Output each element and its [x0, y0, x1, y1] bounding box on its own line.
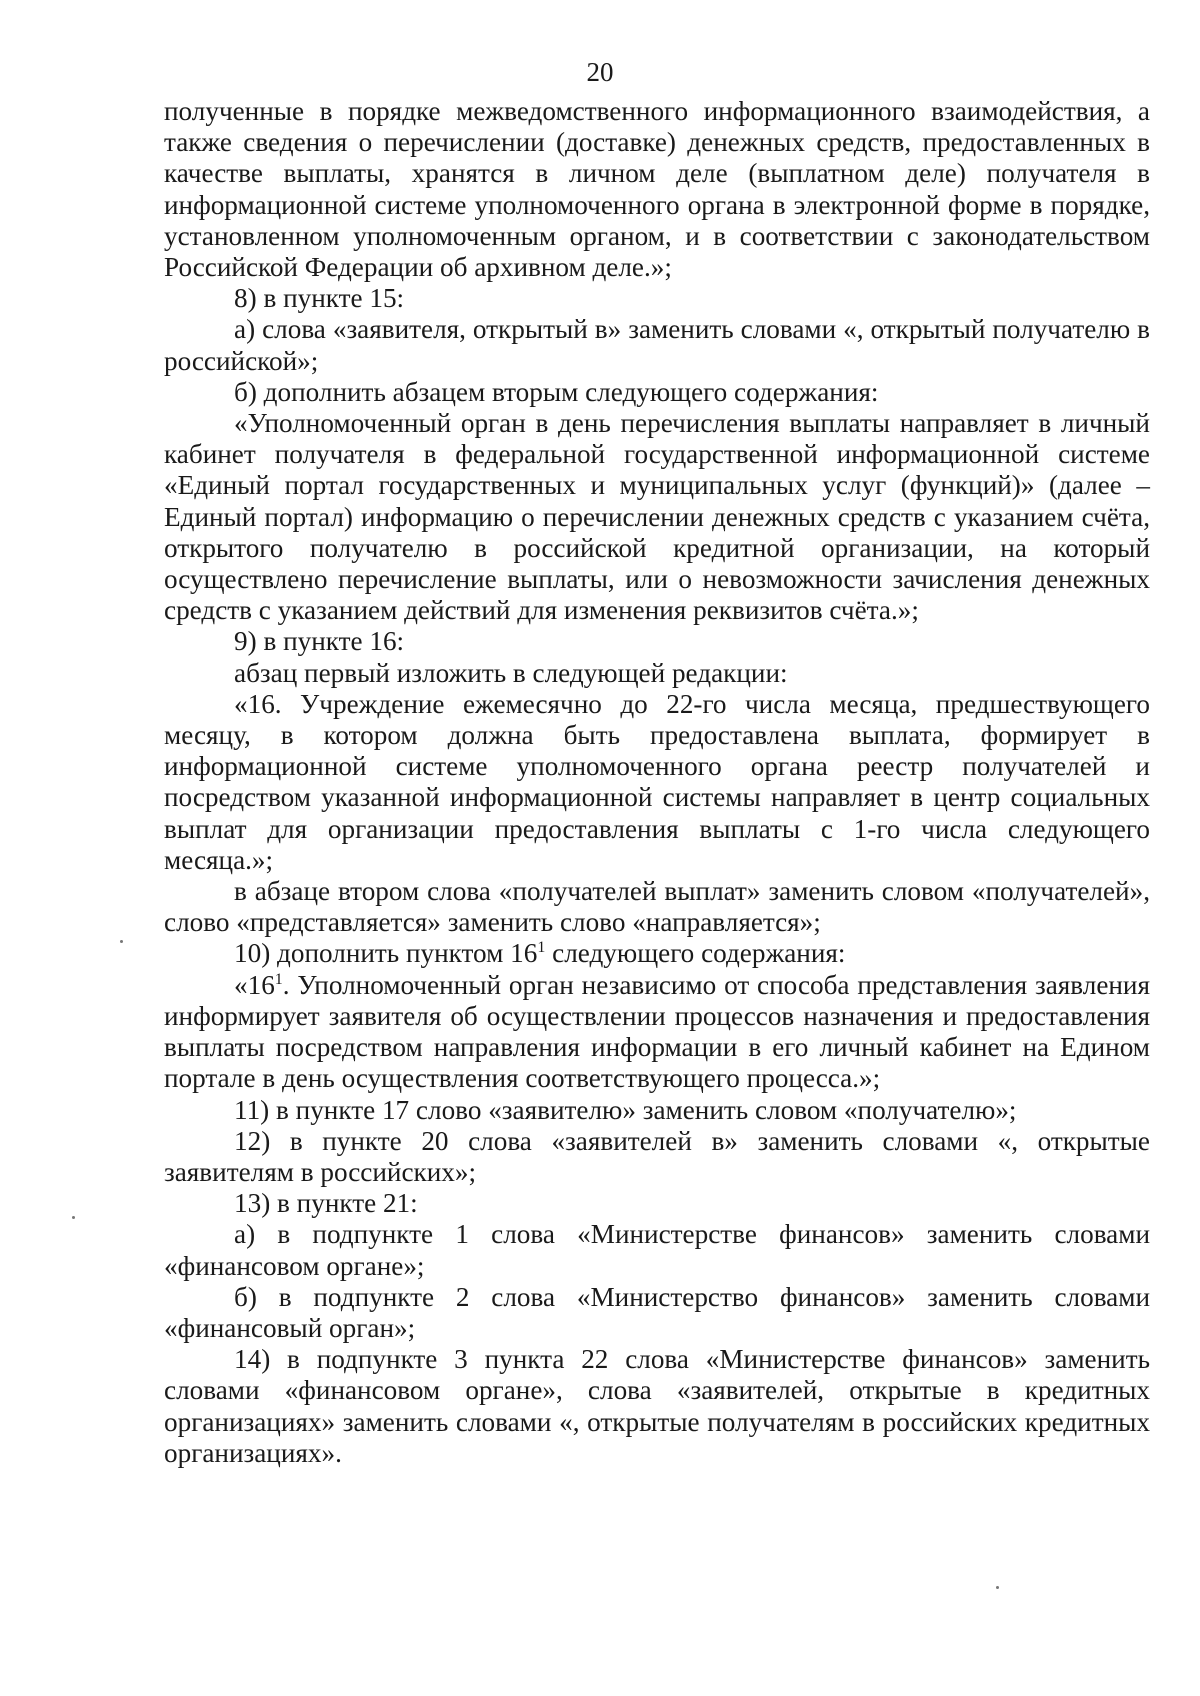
paragraph-item-10-text-end: следующего содержания: — [545, 938, 846, 969]
superscript: 1 — [537, 939, 546, 957]
document-body — [164, 96, 1150, 1469]
paragraph-item-8: 8) в пункте 15: — [234, 283, 405, 314]
paragraph-item-10 — [164, 938, 1150, 969]
paragraph-quote-portal: «Уполномоченный орган в день перечисления выплаты направляет в личный кабинет получателя в федеральной государственной информационной системе «Единый портал государственных и муниципальных услуг (функций)» (далее – Единый портал) информацию о перечислении денежных средств с указанием счёта, открытого получателю в российской кредитной организации, на который осуществлено перечисление выплаты, или о невозможности зачисления денежных средств с указанием действий для изменения реквизитов счёта.»; — [164, 408, 1150, 626]
superscript: 1 — [274, 970, 283, 988]
paragraph-item-13a: а) в подпункте 1 слова «Министерстве финансов» заменить словами «финансовом органе»; — [164, 1219, 1150, 1281]
paragraph-item-9-second: в абзаце втором слова «получателей выплат» заменить словом «получателей», слово «представляется» заменить слово «направляется»; — [164, 876, 1150, 938]
paragraph-item-13: 13) в пункте 21: — [234, 1188, 418, 1219]
scan-speck — [72, 1216, 75, 1219]
scan-speck — [120, 940, 123, 943]
paragraph-item-8a: а) слова «заявителя, открытый в» заменить словами «, открытый получателю в российской»; — [164, 314, 1150, 376]
paragraph-continuation: полученные в порядке межведомственного информационного взаимодействия, а также сведения о перечислении (доставке) денежных средств, предоставленных в качестве выплаты, хранятся в личном деле (выплатном деле) получателя в информационной системе уполномоченного органа в электронной форме в порядке, установленном уполномоченным органом, и в соответствии с законодательством Российской Федерации об архивном деле.»; — [164, 96, 1150, 283]
paragraph-quote-16-1 — [164, 970, 1150, 1095]
page-number: 20 — [586, 57, 614, 87]
paragraph-item-10-text: 10) дополнить пунктом 16 — [234, 938, 538, 969]
paragraph-item-9-first: абзац первый изложить в следующей редакции: — [234, 657, 788, 688]
paragraph-quote-16-1-text: . Уполномоченный орган независимо от способа представления заявления информирует заявителя об осуществлении процессов назначения и предоставления выплаты посредством направления информации в его личный кабинет на Едином портале в день осуществления соответствующего процесса.»; — [164, 969, 1150, 1094]
paragraph-item-11: 11) в пункте 17 слово «заявителю» заменить словом «получателю»; — [234, 1094, 1017, 1125]
paragraph-item-14: 14) в подпункте 3 пункта 22 слова «Министерстве финансов» заменить словами «финансовом органе», слова «заявителей, открытые в кредитных организациях» заменить словами «, открытые получателям в российских кредитных организациях». — [164, 1344, 1150, 1468]
paragraph-item-8b: б) дополнить абзацем вторым следующего содержания: — [234, 376, 879, 407]
scan-speck — [996, 1586, 999, 1589]
paragraph-quote-16-1-start: «16 — [234, 969, 275, 1000]
paragraph-item-12: 12) в пункте 20 слова «заявителей в» заменить словами «, открытые заявителям в российских»; — [164, 1125, 1150, 1187]
paragraph-item-9: 9) в пункте 16: — [234, 626, 405, 657]
paragraph-item-13b: б) в подпункте 2 слова «Министерство финансов» заменить словами «финансовый орган»; — [164, 1281, 1150, 1343]
paragraph-quote-16: «16. Учреждение ежемесячно до 22-го числа месяца, предшествующего месяцу, в котором должна быть предоставлена выплата, формирует в информационной системе уполномоченного органа реестр получателей и посредством указанной информационной системы направляет в центр социальных выплат для организации предоставления выплаты с 1-го числа следующего месяца.»; — [164, 688, 1150, 875]
